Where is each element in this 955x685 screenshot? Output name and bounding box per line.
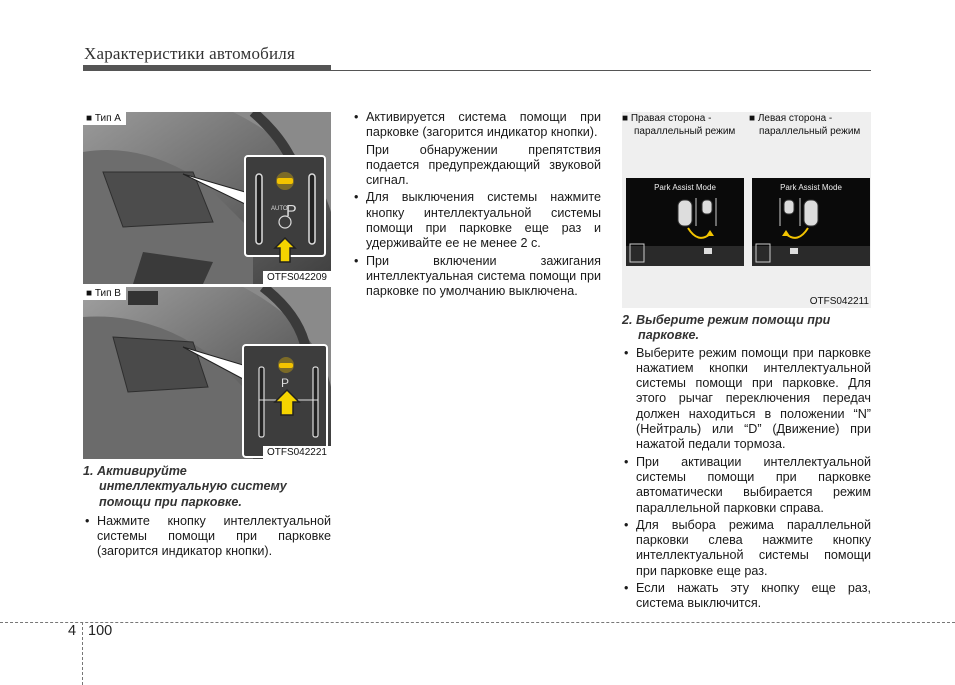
dashboard-illustration-b bbox=[83, 287, 331, 459]
middle-column bbox=[352, 110, 601, 302]
figure-code: OTFS042211 bbox=[809, 296, 869, 307]
left-side-label: ■ Левая сторона - параллельный режим bbox=[749, 113, 861, 137]
page-number: 100 bbox=[88, 623, 113, 639]
screen-title: Park Assist Mode bbox=[654, 183, 716, 192]
parking-diagram-right bbox=[626, 178, 744, 266]
section-2-list bbox=[622, 346, 871, 612]
paragraph: При обнаружении препятствия подается предупреждающий звуковой сигнал. bbox=[366, 142, 601, 188]
figure-code: OTFS042221 bbox=[263, 446, 331, 459]
figure-type-a bbox=[83, 112, 331, 284]
section-1 bbox=[83, 464, 331, 562]
header-rule bbox=[331, 70, 871, 71]
bullet-item: • Выберите режим помощи при парковке нажатием кнопки интеллектуальной системы помощи при парковке. Для этого рычаг переключения передач должен находиться в положении “N” (Нейтраль) или “D” (Движение) при нажатой педали тормоза. bbox=[622, 346, 871, 453]
section-1-heading bbox=[83, 464, 331, 510]
heading-line: помощи при парковке. bbox=[99, 494, 242, 509]
figure-type-b bbox=[83, 287, 331, 459]
screen-title: Park Assist Mode bbox=[780, 183, 842, 192]
bullet-item: • Активируется система помощи при парковке (загорится индикатор кнопки). bbox=[352, 110, 601, 141]
bullet-item: • Для выбора режима параллельной парковки слева нажмите кнопку интеллектуальной системы помощи при парковке еще раз. bbox=[622, 518, 871, 579]
bullet-item: • Нажмите кнопку интеллектуальной системы помощи при парковке (загорится индикатор кнопки). bbox=[83, 514, 331, 560]
label-text: Левая сторона - bbox=[757, 113, 833, 124]
figure-label-text: Тип B bbox=[94, 288, 121, 299]
footer-dashed-divider bbox=[82, 622, 83, 685]
section-2-heading bbox=[622, 313, 871, 344]
chapter-number: 4 bbox=[68, 623, 77, 639]
figure-label: ■ Тип A bbox=[83, 112, 126, 125]
label-text: параллельный режим bbox=[759, 126, 861, 137]
figure-code: OTFS042209 bbox=[263, 271, 331, 284]
figure-parking-modes bbox=[622, 112, 871, 308]
heading-line: парковке. bbox=[638, 328, 699, 343]
svg-text:AUTO: AUTO bbox=[271, 206, 288, 212]
svg-text:P: P bbox=[281, 376, 290, 390]
page-header-title: Характеристики автомобиля bbox=[84, 44, 295, 63]
bullet-item: • Если нажать эту кнопку еще раз, система выключится. bbox=[622, 581, 871, 612]
parking-diagram-left bbox=[752, 178, 870, 266]
footer-dashed-line bbox=[0, 622, 955, 623]
figure-label: ■ Тип B bbox=[83, 287, 126, 300]
section-2 bbox=[622, 313, 871, 614]
label-text: Правая сторона - bbox=[630, 113, 712, 124]
header-bar bbox=[83, 65, 331, 71]
heading-line: 1. Активируйте bbox=[83, 464, 187, 478]
dashboard-illustration-a bbox=[83, 112, 331, 284]
heading-line: интеллектуальную систему bbox=[99, 479, 287, 494]
bullet-item: • При включении зажигания интеллектуальная система помощи при парковке по умолчанию выключена. bbox=[352, 254, 601, 300]
bullet-item: • При активации интеллектуальной системы помощи при парковке автоматически выбирается режим параллельной парковки справа. bbox=[622, 455, 871, 516]
right-side-label: ■ Правая сторона - параллельный режим bbox=[622, 113, 736, 137]
svg-text:P: P bbox=[286, 203, 297, 220]
bullet-item: • Для выключения системы нажмите кнопку интеллектуальной системы помощи при парковке еще раз и удерживайте ее не менее 2 с. bbox=[352, 190, 601, 251]
screen-left-mode bbox=[752, 178, 870, 266]
label-text: параллельный режим bbox=[634, 126, 736, 137]
figure-label-text: Тип A bbox=[94, 113, 121, 124]
screen-right-mode bbox=[626, 178, 744, 266]
heading-line: 2. Выберите режим помощи при bbox=[622, 313, 831, 327]
